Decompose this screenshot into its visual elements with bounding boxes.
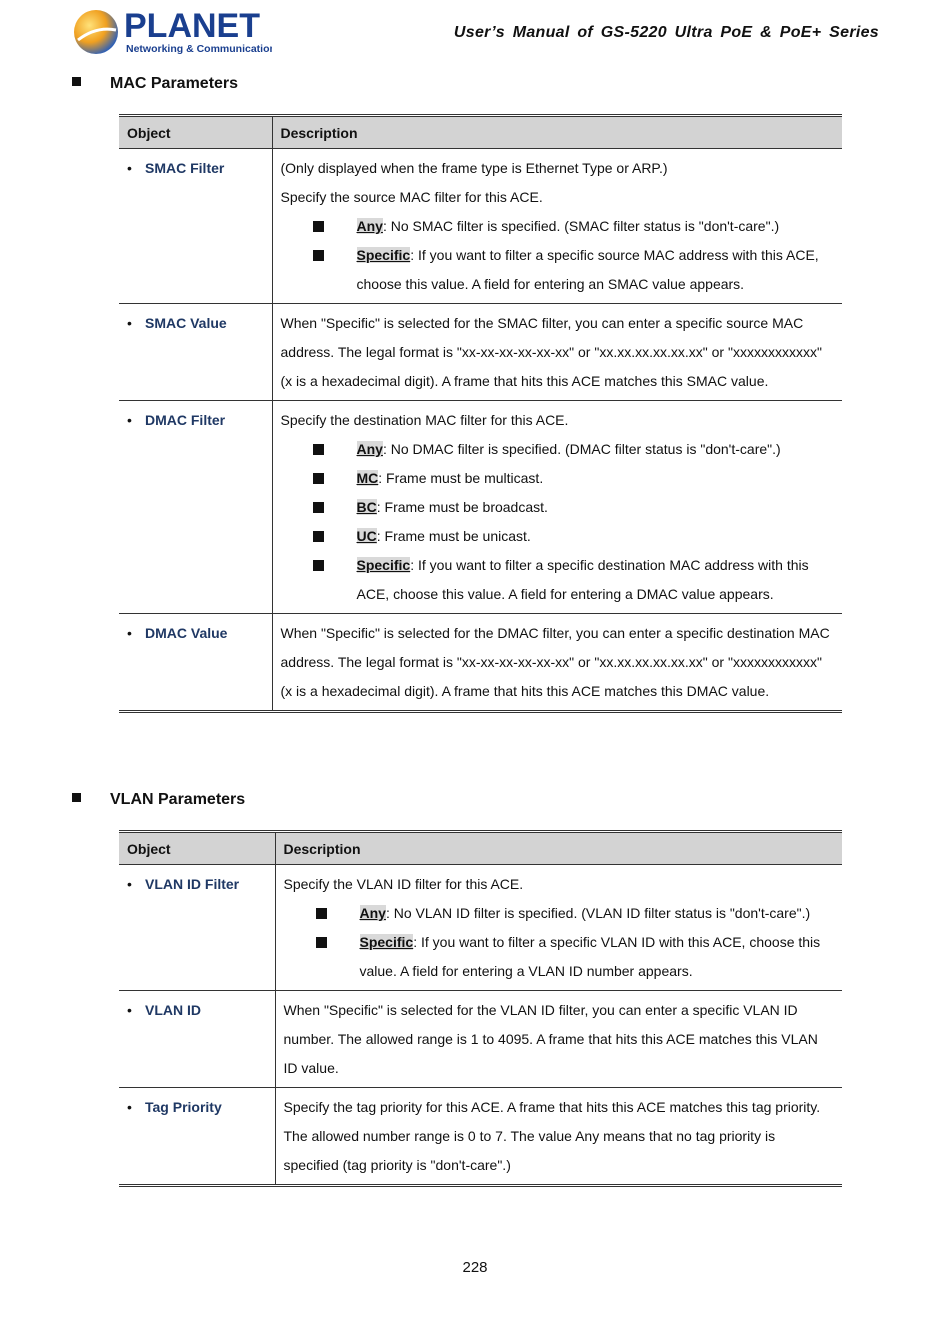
option-text: : If you want to filter a specific VLAN ID with this ACE, choose this value. A field for entering a VLAN ID number appears. — [359, 934, 821, 979]
square-bullet-icon — [313, 221, 324, 232]
option-text: : No SMAC filter is specified. (SMAC filter status is "don't-care".) — [382, 218, 780, 234]
description-cell — [272, 149, 842, 304]
description-cell — [272, 614, 842, 712]
description-text: Specify the VLAN ID filter for this ACE. — [283, 876, 524, 892]
mac-parameters-table — [119, 114, 842, 713]
object-name: Tag Priority — [145, 1099, 222, 1115]
option-term: MC — [356, 470, 379, 486]
bullet-dot-icon: • — [127, 412, 132, 428]
vlan-parameters-table — [119, 830, 842, 1187]
object-name: VLAN ID — [145, 1002, 201, 1018]
table-row — [119, 614, 842, 712]
square-bullet-icon — [72, 77, 81, 86]
option-text: : If you want to filter a specific source MAC address with this ACE, choose this value. A field for entering an SMAC value appears. — [356, 247, 819, 292]
object-name: DMAC Value — [145, 625, 228, 641]
table-row — [119, 1088, 842, 1186]
description-text: Specify the destination MAC filter for this ACE. — [280, 412, 569, 428]
vlan-parameters-heading — [72, 791, 245, 809]
column-description-header: Description — [272, 116, 842, 149]
column-description-header: Description — [275, 832, 842, 865]
option-text: : No DMAC filter is specified. (DMAC filter status is "don't-care".) — [382, 441, 781, 457]
object-cell — [119, 991, 275, 1088]
description-cell — [272, 304, 842, 401]
object-cell — [119, 865, 275, 991]
description-cell — [275, 1088, 842, 1186]
planet-logo — [72, 4, 272, 60]
square-bullet-icon — [313, 502, 324, 513]
page-number: 228 — [462, 1259, 488, 1276]
option-item — [316, 928, 835, 986]
description-cell — [275, 865, 842, 991]
description-text: Specify the tag priority for this ACE. A frame that hits this ACE matches this tag priority. The allowed number range is 0 to 7. The value Any means that no tag priority is specified (tag priority is "don't-care".) — [283, 1099, 821, 1173]
option-text: : No VLAN ID filter is specified. (VLAN ID filter status is "don't-care".) — [385, 905, 811, 921]
option-item — [313, 464, 835, 493]
table-row — [119, 149, 842, 304]
description-text: When "Specific" is selected for the DMAC filter, you can enter a specific destination MAC address. The legal format is "xx-xx-xx-xx-xx-xx" or "xx.xx.xx.xx.xx.xx" or "xxxxxxxxxxxx" (x is a hexadecimal digit). A frame that hits this ACE matches this DMAC value. — [280, 625, 830, 699]
table-row — [119, 865, 842, 991]
option-term: UC — [356, 528, 377, 544]
object-name: VLAN ID Filter — [145, 876, 240, 892]
option-term: BC — [356, 499, 377, 515]
option-item — [313, 522, 835, 551]
square-bullet-icon — [313, 473, 324, 484]
option-text: : Frame must be unicast. — [376, 528, 531, 544]
table-row — [119, 401, 842, 614]
description-text: (Only displayed when the frame type is Ethernet Type or ARP.) — [280, 160, 668, 176]
object-cell — [119, 401, 272, 614]
object-name: SMAC Filter — [145, 160, 225, 176]
column-object-header: Object — [119, 832, 275, 865]
option-item — [313, 435, 835, 464]
square-bullet-icon — [313, 531, 324, 542]
option-item — [313, 241, 835, 299]
option-term: Any — [356, 218, 383, 234]
column-object-header: Object — [119, 116, 272, 149]
bullet-dot-icon: • — [127, 315, 132, 331]
table-header-row — [119, 116, 842, 149]
object-cell — [119, 304, 272, 401]
square-bullet-icon — [316, 937, 327, 948]
logo-wordmark: PLANET — [124, 7, 260, 45]
option-text: : Frame must be multicast. — [378, 470, 544, 486]
option-term: Any — [359, 905, 386, 921]
option-term: Any — [356, 441, 383, 457]
object-cell — [119, 1088, 275, 1186]
object-name: SMAC Value — [145, 315, 227, 331]
mac-parameters-heading — [72, 75, 238, 93]
description-cell — [272, 401, 842, 614]
description-text: Specify the source MAC filter for this ACE. — [280, 189, 543, 205]
table-row — [119, 991, 842, 1088]
object-cell — [119, 149, 272, 304]
bullet-dot-icon: • — [127, 876, 132, 892]
square-bullet-icon — [313, 444, 324, 455]
square-bullet-icon — [72, 793, 81, 802]
square-bullet-icon — [313, 250, 324, 261]
option-text: : Frame must be broadcast. — [376, 499, 548, 515]
table-header-row — [119, 832, 842, 865]
bullet-dot-icon: • — [127, 160, 132, 176]
object-cell — [119, 614, 272, 712]
option-item — [313, 551, 835, 609]
option-term: Specific — [359, 934, 414, 950]
option-item — [313, 212, 835, 241]
description-text: When "Specific" is selected for the VLAN ID filter, you can enter a specific VLAN ID number. The allowed range is 1 to 4095. A frame that hits this ACE matches this VLAN ID value. — [283, 1002, 818, 1076]
mac-heading-text: MAC Parameters — [110, 75, 239, 92]
table-row — [119, 304, 842, 401]
description-cell — [275, 991, 842, 1088]
bullet-dot-icon: • — [127, 1002, 132, 1018]
option-term: Specific — [356, 247, 411, 263]
logo-tagline: Networking & Communication — [126, 43, 272, 55]
bullet-dot-icon: • — [127, 1099, 132, 1115]
square-bullet-icon — [313, 560, 324, 571]
option-term: Specific — [356, 557, 411, 573]
square-bullet-icon — [316, 908, 327, 919]
manual-title: User’s Manual of GS-5220 Ultra PoE & PoE+ Series — [453, 24, 879, 41]
description-text: When "Specific" is selected for the SMAC filter, you can enter a specific source MAC address. The legal format is "xx-xx-xx-xx-xx-xx" or "xx.xx.xx.xx.xx.xx" or "xxxxxxxxxxxx" (x is a hexadecimal digit). A frame that hits this ACE matches this SMAC value. — [280, 315, 822, 389]
option-text: : If you want to filter a specific destination MAC address with this ACE, choose this value. A field for entering a DMAC value appears. — [356, 557, 809, 602]
object-name: DMAC Filter — [145, 412, 226, 428]
vlan-heading-text: VLAN Parameters — [110, 791, 246, 808]
option-item — [313, 493, 835, 522]
option-item — [316, 899, 835, 928]
planet-globe-icon — [72, 4, 272, 60]
bullet-dot-icon: • — [127, 625, 132, 641]
